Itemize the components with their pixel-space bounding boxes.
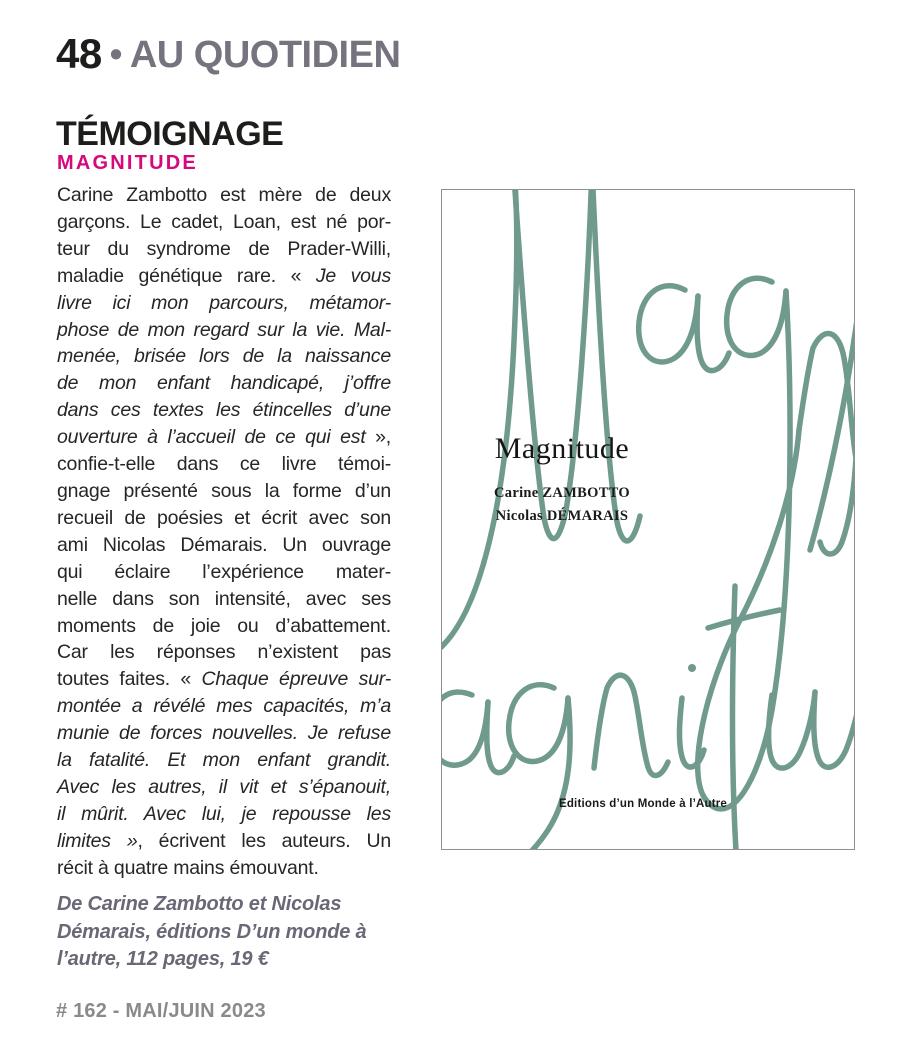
body-segment: toutes faites. « — [57, 668, 202, 691]
body-segment: garçons. Le cadet, Loan, est né por- — [57, 210, 391, 233]
body-segment: récit à quatre mains émouvant. — [57, 856, 319, 879]
body-segment-italic: limites » — [57, 829, 138, 852]
body-segment: gnage présenté sous la forme d’un — [57, 479, 391, 502]
body-segment-italic: la fatalité. Et mon enfant grandit. — [57, 749, 391, 772]
body-line — [57, 505, 391, 532]
body-segment: Car les réponses n’existent pas — [57, 641, 391, 664]
body-segment-italic: de mon enfant handicapé, j’offre — [57, 372, 391, 395]
body-line — [57, 317, 391, 344]
body-segment-italic: il mûrit. Avec lui, je repousse les — [57, 802, 391, 825]
cover-publisher: Editions d’un Monde à l’Autre — [558, 798, 728, 810]
body-line — [57, 182, 391, 209]
body-segment: qui éclaire l’expérience mater- — [57, 560, 391, 583]
body-line — [57, 370, 391, 397]
body-line — [57, 613, 391, 640]
section-title: AU QUOTIDIEN — [129, 34, 401, 76]
body-line — [57, 209, 391, 236]
body-line — [57, 828, 391, 855]
cover-title: Magnitude — [494, 432, 630, 465]
article-kicker: TÉMOIGNAGE — [56, 115, 284, 153]
body-segment-italic: dans ces textes les étincelles d’une — [57, 399, 391, 422]
body-line — [57, 586, 391, 613]
page-number: 48 — [56, 30, 102, 77]
body-segment: confie-t-elle dans ce livre témoi- — [57, 453, 391, 476]
body-segment: recueil de poésies et écrit avec son — [57, 506, 391, 529]
bullet-separator: • — [109, 33, 122, 74]
body-line — [57, 855, 391, 882]
body-line — [57, 478, 391, 505]
body-segment-italic: Chaque épreuve sur- — [201, 668, 391, 691]
body-line — [57, 397, 391, 424]
body-line — [57, 801, 391, 828]
issue-footer: # 162 - MAI/JUIN 2023 — [56, 1000, 266, 1022]
body-line — [57, 532, 391, 559]
body-line — [57, 424, 391, 451]
body-line — [57, 774, 391, 801]
cover-author: Carine ZAMBOTTO — [494, 485, 630, 501]
body-segment: nelle dans son intensité, avec ses — [57, 587, 391, 610]
cover-author: Nicolas DÉMARAIS — [495, 507, 629, 524]
body-segment-italic: Avec les autres, il vit et s’épanouit, — [57, 775, 391, 798]
body-line — [57, 639, 391, 666]
body-segment-italic: ouverture à l’accueil de ce qui est — [57, 426, 366, 449]
book-cover — [441, 189, 855, 850]
body-text — [57, 182, 391, 882]
body-segment: , écrivent les auteurs. Un — [137, 829, 392, 852]
body-line — [57, 236, 391, 263]
credit-line: Démarais, éditions D’un monde à — [57, 920, 367, 943]
cover-authors — [442, 482, 682, 527]
body-segment-italic: phose de mon regard sur la vie. Mal- — [57, 318, 391, 341]
body-line — [57, 747, 391, 774]
body-segment-italic: Je vous — [315, 264, 391, 287]
body-segment: ami Nicolas Démarais. Un ouvrage — [57, 533, 391, 556]
page-header — [56, 30, 400, 78]
credit-line: l’autre, 112 pages, 19 € — [57, 948, 269, 970]
body-line — [57, 559, 391, 586]
body-segment-italic: munie de forces nouvelles. Je refuse — [57, 722, 391, 745]
body-line — [57, 451, 391, 478]
body-segment: moments de joie ou d’abattement. — [57, 614, 391, 637]
body-segment-italic: menée, brisée lors de la naissance — [57, 345, 391, 368]
body-segment-italic: livre ici mon parcours, métamor- — [57, 291, 391, 314]
body-line — [57, 343, 391, 370]
body-segment: teur du syndrome de Prader-Willi, — [57, 237, 391, 260]
cover-script-bottom — [442, 586, 855, 850]
body-line — [57, 263, 391, 290]
credit-line: De Carine Zambotto et Nicolas — [57, 893, 342, 915]
body-line — [57, 693, 391, 720]
body-segment: », — [365, 426, 391, 449]
body-line — [57, 290, 391, 317]
body-segment: Carine Zambotto est mère de deux — [57, 184, 391, 206]
article-title: MAGNITUDE — [57, 152, 198, 174]
body-segment: maladie génétique rare. « — [57, 264, 316, 287]
body-line — [57, 720, 391, 747]
credit — [57, 891, 417, 974]
body-line — [57, 666, 391, 693]
body-segment-italic: montée a révélé mes capacités, m’a — [57, 695, 391, 718]
